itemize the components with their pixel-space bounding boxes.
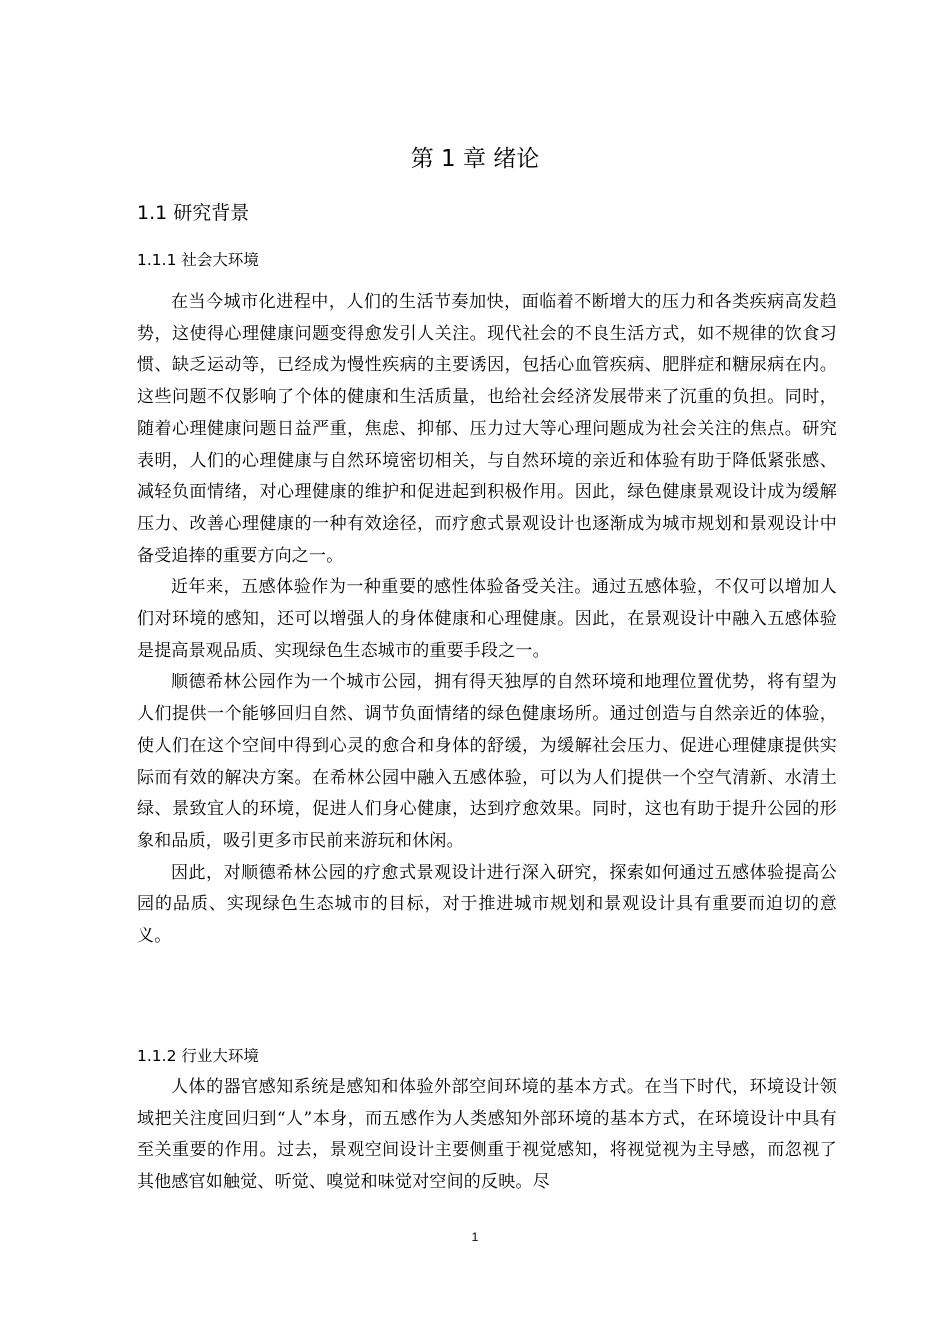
page-number: 1	[471, 1230, 479, 1244]
subsection-title-social: 1.1.1 社会大环境	[137, 251, 259, 269]
chapter-title: 第 1 章 绪论	[410, 146, 540, 172]
paragraph: 近年来，五感体验作为一种重要的感性体验备受关注。通过五感体验，不仅可以增加人们对环境的感知，还可以增强人的身体健康和心理健康。因此，在景观设计中融入五感体验是提高景观品质、实现绿色生态城市的重要手段之一。	[137, 577, 837, 661]
body-block-industry	[137, 1072, 837, 1199]
paragraph: 因此，对顺德希林公园的疗愈式景观设计进行深入研究，探索如何通过五感体验提高公园的品质、实现绿色生态城市的目标，对于推进城市规划和景观设计具有重要而迫切的意义。	[137, 862, 837, 947]
paragraph: 顺德希林公园作为一个城市公园，拥有得天独厚的自然环境和地理位置优势，将有望为人们提供一个能够回归自然、调节负面情绪的绿色健康场所。通过创造与自然亲近的体验，使人们在这个空间中得到心灵的愈合和身体的舒缓，为缓解社会压力、促进心理健康提供实际而有效的解决方案。在希林公园中融入五感体验，可以为人们提供一个空气清新、水清土绿、景致宜人的环境，促进人们身心健康，达到疗愈效果。同时，这也有助于提升公园的形象和品质，吸引更多市民前来游玩和休闲。	[137, 672, 837, 851]
paragraph: 人体的器官感知系统是感知和体验外部空间环境的基本方式。在当下时代，环境设计领域把关注度回归到“人”本身，而五感作为人类感知外部环境的基本方式，在环境设计中具有至关重要的作用。过去，景观空间设计主要侧重于视觉感知，将视觉视为主导感，而忽视了其他感官如触觉、听觉、嗅觉和味觉对空间的反映。尽	[137, 1077, 837, 1193]
section-title: 1.1 研究背景	[137, 202, 250, 224]
body-block-social	[137, 287, 837, 953]
paragraph: 在当今城市化进程中，人们的生活节奏加快，面临着不断增大的压力和各类疾病高发趋势，这使得心理健康问题变得愈发引人关注。现代社会的不良生活方式，如不规律的饮食习惯、缺乏运动等，已经成为慢性疾病的主要诱因，包括心血管疾病、肥胖症和糖尿病在内。这些问题不仅影响了个体的健康和生活质量，也给社会经济发展带来了沉重的负担。同时，随着心理健康问题日益严重，焦虑、抑郁、压力过大等心理问题成为社会关注的焦点。研究表明，人们的心理健康与自然环境密切相关，与自然环境的亲近和体验有助于降低紧张感、减轻负面情绪，对心理健康的维护和促进起到积极作用。因此，绿色健康景观设计成为缓解压力、改善心理健康的一种有效途径，而疗愈式景观设计也逐渐成为城市规划和景观设计中备受追捧的重要方向之一。	[137, 292, 837, 566]
subsection-title-industry: 1.1.2 行业大环境	[137, 1047, 259, 1065]
